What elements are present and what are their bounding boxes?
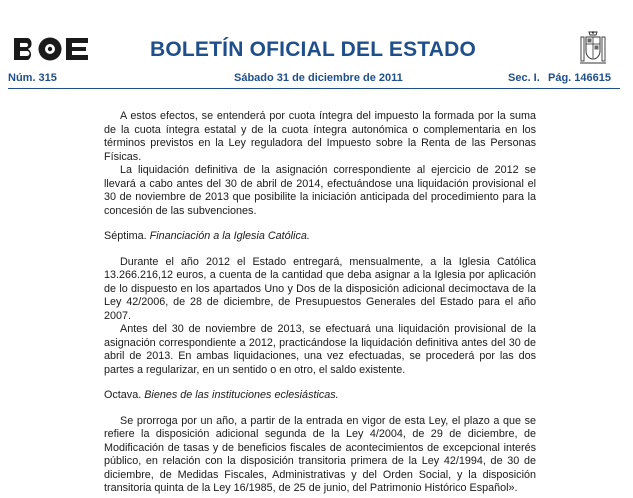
section-heading-title: Financiación a la Iglesia Católica. — [149, 230, 310, 242]
paragraph: Antes del 30 de noviembre de 2013, se efectuará una liquidación provisional de la asignación correspondiente a 2012, practicándose la liquidación definitiva antes del 30 de abril de 2013. En ambas liquidaciones, una vez efectuadas, se procederá por las dos partes a regularizar, en un sentido o en otro, el saldo existente. — [104, 323, 536, 376]
paragraph: Se prorroga por un año, a partir de la entrada en vigor de esta Ley, el plazo a que se refiere la disposición adicional segunda de la Ley 4/2004, de 29 de diciembre, de Modificación de tasas y de beneficios fiscales de acontecimientos de excepcional interés público, en relación con la disposición transitoria primera de la Ley 42/1994, de 30 de diciembre, de Medidas Fiscales, Administrativas y del Orden Social, y la disposición transitoria quinta de la Ley 16/1985, de 25 de junio, del Patrimonio Histórico Español». — [104, 414, 536, 494]
section-heading-title: Bienes de las instituciones eclesiásticas. — [144, 389, 339, 401]
paragraph: Durante el año 2012 el Estado entregará, mensualmente, a la Iglesia Católica 13.266.216,12 euros, a cuenta de la cantidad que deba asignar a la Iglesia por aplicación de lo dispuesto en los apartados Uno y Dos de la disposición adicional decimoctava de la Ley 42/2006, de 28 de diciembre, de Presupuestos Generales del Estado para el año 2007. — [104, 255, 536, 322]
page-number: Pág. 146615 — [548, 72, 611, 84]
document-body — [104, 110, 536, 496]
document-header — [0, 0, 633, 68]
section-heading-label: Séptima. — [104, 230, 147, 242]
section-heading-label: Octava. — [104, 389, 142, 401]
coat-of-arms-icon — [578, 30, 608, 66]
section-heading — [104, 230, 536, 244]
paragraph: A estos efectos, se entenderá por cuota íntegra del impuesto la formada por la suma de la cuota íntegra estatal y de la cuota íntegra autonómica o complementaria en los términos previstos en la Ley reguladora del Impuesto sobre la Renta de las Personas Físicas. — [104, 110, 536, 163]
publication-title: BOLETÍN OFICIAL DEL ESTADO — [150, 38, 477, 61]
issue-date: Sábado 31 de diciembre de 2011 — [234, 72, 403, 84]
paragraph: La liquidación definitiva de la asignación correspondiente al ejercicio de 2012 se llevará a cabo antes del 30 de abril de 2014, efectuándose una liquidación provisional el 30 de noviembre de 2013 que posibilite la iniciación anticipada del procedimiento para la concesión de las subvenciones. — [104, 164, 536, 217]
document-metadata — [8, 72, 620, 88]
boe-logo-icon — [12, 36, 92, 62]
section-label: Sec. I. — [508, 72, 540, 84]
header-divider — [8, 88, 620, 89]
section-heading — [104, 389, 536, 403]
issue-number: Núm. 315 — [8, 72, 57, 84]
